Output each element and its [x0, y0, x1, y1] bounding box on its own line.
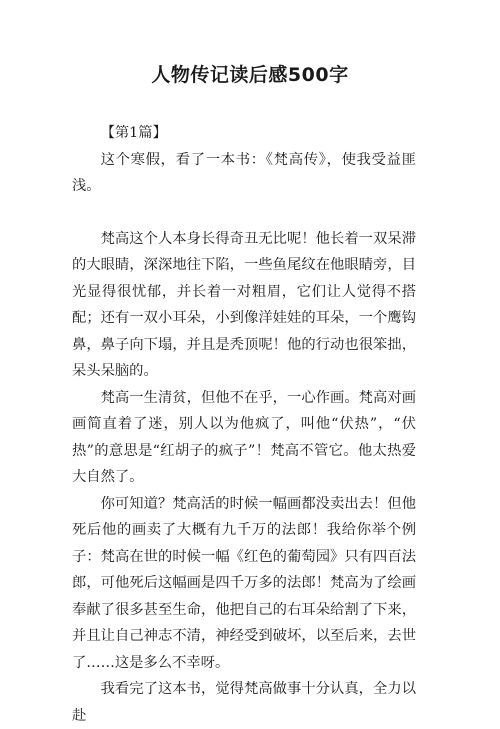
- document-body: [72, 120, 416, 729]
- paragraph-conclusion: 我看完了这本书，觉得梵高做事十分认真，全力以赴: [72, 681, 416, 724]
- paragraph-paintings: 你可知道？梵高活的时候一幅画都没卖出去！但他死后他的画卖了大概有九千万的法郎！我给你举个例子：梵高在世的时候一幅《红色的葡萄园》只有四百法郎，可他死后这幅画是四千万多的法郎！梵高为了绘画奉献了很多甚至生命，他把自己的右耳朵给割了下来，并且让自己神志不清，神经受到破坏，以至后来，去世了……这是多么不幸呀。: [72, 495, 416, 671]
- paragraph-appearance: 梵高这个人本身长得奇丑无比呢！他长着一双呆滞的大眼睛，深深地往下陷，一些鱼尾纹在他眼睛旁，目光显得很忧郁，并长着一对粗眉，它们让人觉得不搭配；还有一双小耳朵，小到像洋娃娃的耳朵，一个鹰钩鼻，鼻子向下塌，并且是秃顶呢！他的行动也很笨拙，呆头呆脑的。: [72, 230, 416, 379]
- paragraph-poverty: 梵高一生清贫，但他不在乎，一心作画。梵高对画画简直着了迷，别人以为他疯了，叫他“伏热”，“伏热”的意思是“红胡子的疯子”！梵高不管它。他太热爱大自然了。: [72, 389, 416, 485]
- paragraph-intro: 这个寒假，看了一本书：《梵高传》，使我受益匪浅。: [72, 151, 416, 194]
- section-label: 【第1篇】: [100, 125, 167, 141]
- document-title: 人物传记读后感500字: [151, 64, 349, 86]
